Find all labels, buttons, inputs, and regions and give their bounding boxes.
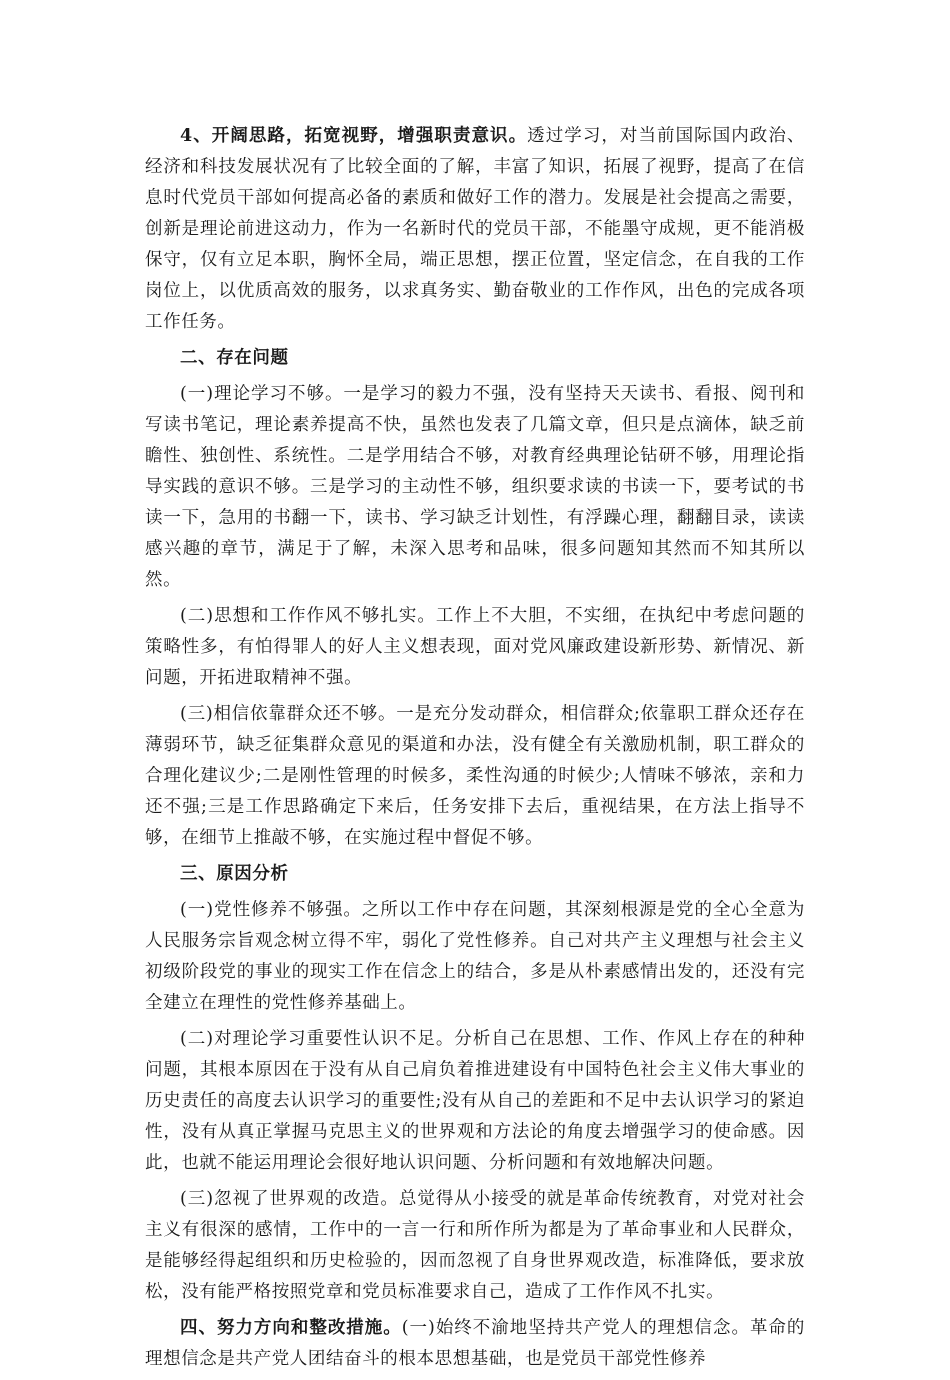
heading-existing-problems: 二、存在问题 <box>180 348 289 368</box>
paragraph-cause-2: (二)对理论学习重要性认识不足。分析自己在思想、工作、作风上存在的种种问题，其根本原因在于没有从自己肩负着推进建设有中国特色社会主义伟大事业的历史责任的高度去认识学习的重要性;没有从自己的差距和不足中去认识学习的紧迫性，没有从真正掌握马克思主义的世界观和方法论的角度去增强学习的使命感。因此，也就不能运用理论会很好地认识问题、分析问题和有效地解决问题。 <box>145 1029 805 1173</box>
heading-cause-analysis: 三、原因分析 <box>180 864 289 884</box>
paragraph-improvement <box>145 1313 805 1375</box>
paragraph-cause-3: (三)忽视了世界观的改造。总觉得从小接受的就是革命传统教育，对党对社会主义有很深的感情，工作中的一言一行和所作所为都是为了革命事业和人民群众，是能够经得起组织和历史检验的，因而忽视了自身世界观改造，标准降低，要求放松，没有能严格按照党章和党员标准要求自己，造成了工作作风不扎实。 <box>145 1189 805 1302</box>
paragraph-problem-1: (一)理论学习不够。一是学习的毅力不强，没有坚持天天读书、看报、阅刊和写读书笔记，理论素养提高不快，虽然也发表了几篇文章，但只是点滴体，缺乏前瞻性、独创性、系统性。二是学用结合不够，对教育经典理论钻研不够，用理论指导实践的意识不够。三是学习的主动性不够，组织要求读的书读一下，要考试的书读一下，急用的书翻一下，读书、学习缺乏计划性，有浮躁心理，翻翻目录，读读感兴趣的章节，满足于了解，未深入思考和品味，很多问题知其然而不知其所以然。 <box>145 384 805 590</box>
paragraph-item-4 <box>145 121 805 338</box>
item-4-text: 透过学习，对当前国际国内政治、经济和科技发展状况有了比较全面的了解，丰富了知识，拓展了视野，提高了在信息时代党员干部如何提高必备的素质和做好工作的潜力。发展是社会提高之需要，创新是理论前进这动力，作为一名新时代的党员干部，不能墨守成规，更不能消极保守，仅有立足本职，胸怀全局，端正思想，摆正位置，坚定信念，在自我的工作岗位上，以优质高效的服务，以求真务实、勤奋敬业的工作作风，出色的完成各项工作任务。 <box>145 126 806 332</box>
item-4-lead: 4、开阔思路，拓宽视野，增强职责意识。 <box>180 126 528 146</box>
paragraph-cause-1: (一)党性修养不够强。之所以工作中存在问题，其深刻根源是党的全心全意为人民服务宗旨观念树立得不牢，弱化了党性修养。自己对共产主义理想与社会主义初级阶段党的事业的现实工作在信念上的结合，多是从朴素感情出发的，还没有完全建立在理性的党性修养基础上。 <box>145 900 805 1013</box>
paragraph-problem-3: (三)相信依靠群众还不够。一是充分发动群众，相信群众;依靠职工群众还存在薄弱环节，缺乏征集群众意见的渠道和办法，没有健全有关激励机制，职工群众的合理化建议少;二是刚性管理的时候多，柔性沟通的时候少;人情味不够浓，亲和力还不强;三是工作思路确定下来后，任务安排下去后，重视结果，在方法上指导不够，在细节上推敲不够，在实施过程中督促不够。 <box>145 704 805 848</box>
heading-improvement: 四、努力方向和整改措施。 <box>180 1318 402 1338</box>
document-page <box>145 121 805 1380</box>
paragraph-problem-2: (二)思想和工作作风不够扎实。工作上不大胆，不实细，在执纪中考虑问题的策略性多，有怕得罪人的好人主义想表现，面对党风廉政建设新形势、新情况、新问题，开拓进取精神不强。 <box>145 606 805 688</box>
improvement-text: (一)始终不渝地坚持共产党人的理想信念。革命的理想信念是共产党人团结奋斗的根本思想基础，也是党员干部党性修养 <box>145 1318 805 1369</box>
